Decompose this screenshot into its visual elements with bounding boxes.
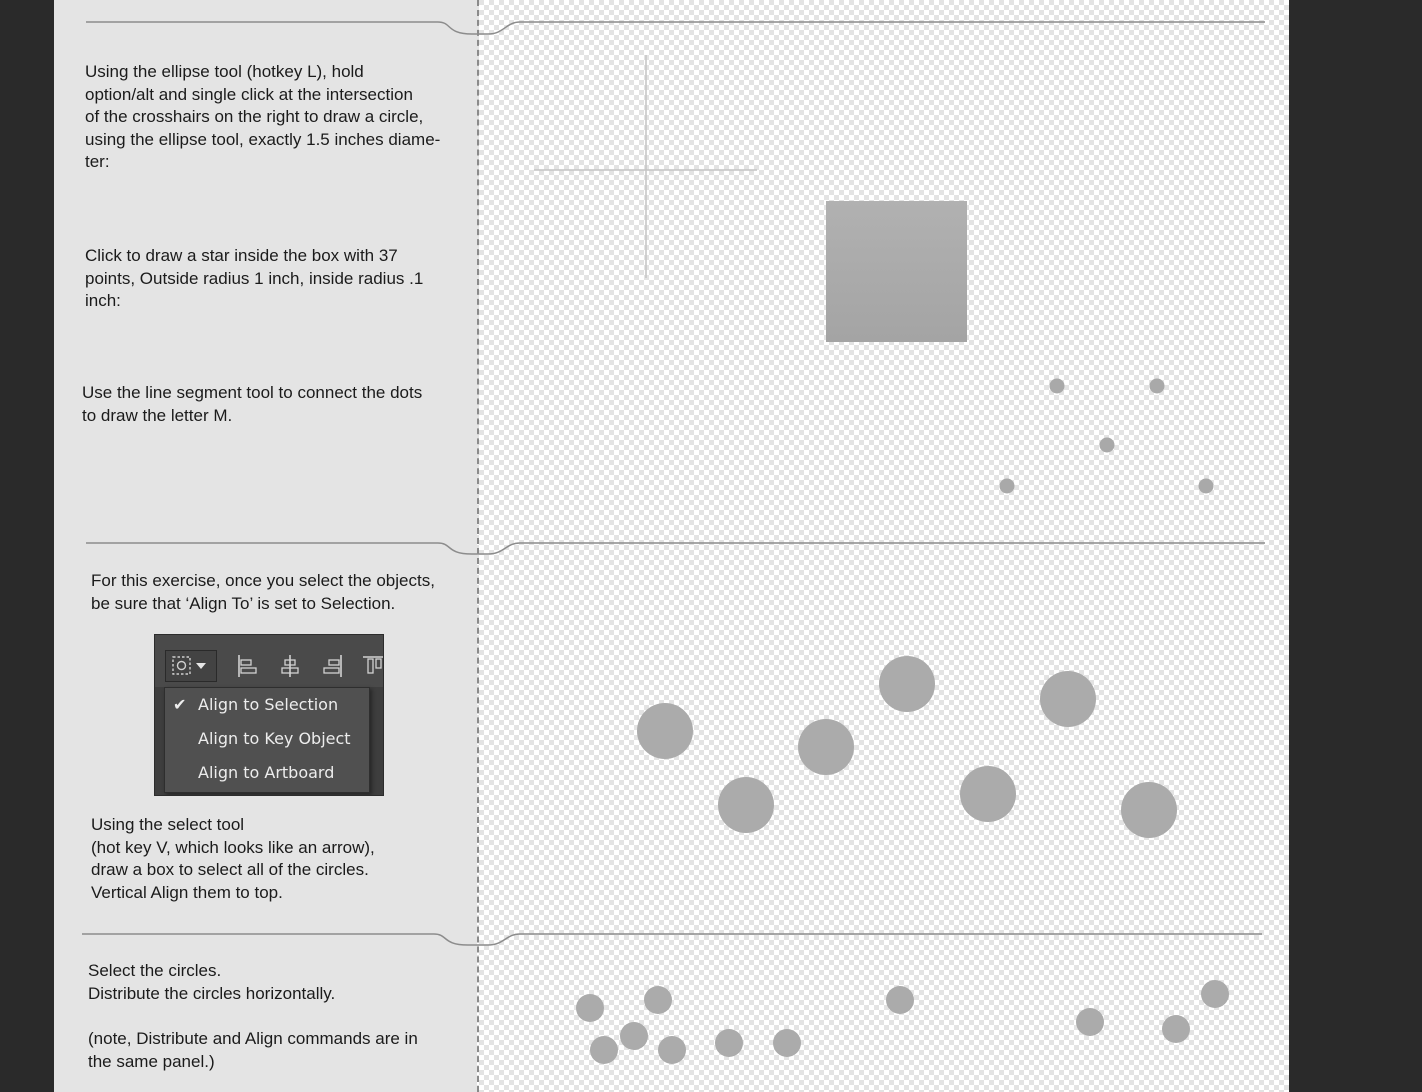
align-circle[interactable] bbox=[960, 766, 1016, 822]
align-circle[interactable] bbox=[718, 777, 774, 833]
distribute-circle[interactable] bbox=[590, 1036, 618, 1064]
horizontal-align-center-icon[interactable] bbox=[277, 653, 303, 679]
m-dot-middle[interactable] bbox=[1100, 438, 1115, 453]
menu-item-align-to-selection[interactable] bbox=[165, 688, 369, 722]
align-circle[interactable] bbox=[798, 719, 854, 775]
distribute-circle[interactable] bbox=[886, 986, 914, 1014]
distribute-instructions: Select the circles. Distribute the circles horizontally. bbox=[88, 961, 336, 1003]
star-instructions: Click to draw a star inside the box with 37 points, Outside radius 1 inch, inside radius .1 inch: bbox=[85, 246, 424, 311]
distribute-circle[interactable] bbox=[773, 1029, 801, 1057]
horizontal-align-right-icon[interactable] bbox=[319, 653, 345, 679]
distribute-note: (note, Distribute and Align commands are in the same panel.) bbox=[88, 1029, 418, 1071]
distribute-circle[interactable] bbox=[715, 1029, 743, 1057]
menu-item-label: Align to Key Object bbox=[198, 729, 351, 748]
vertical-align-instructions: Using the select tool (hot key V, which looks like an arrow), draw a box to select all of the circles. Vertical Align them to top. bbox=[91, 815, 375, 902]
checkmark-icon: ✔ bbox=[173, 695, 187, 714]
m-dot-bottom-right[interactable] bbox=[1199, 479, 1214, 494]
horizontal-align-left-icon[interactable] bbox=[235, 653, 261, 679]
align-circle[interactable] bbox=[1121, 782, 1177, 838]
distribute-circle[interactable] bbox=[1162, 1015, 1190, 1043]
star-target-box[interactable] bbox=[826, 201, 967, 342]
align-to-instructions: For this exercise, once you select the objects, be sure that ‘Align To’ is set to Selection. bbox=[91, 571, 435, 613]
distribute-circle[interactable] bbox=[620, 1022, 648, 1050]
align-to-menu bbox=[164, 687, 370, 793]
vertical-align-top-icon[interactable] bbox=[361, 653, 384, 679]
chevron-down-icon bbox=[196, 663, 206, 669]
align-circle[interactable] bbox=[637, 703, 693, 759]
align-circle[interactable] bbox=[1040, 671, 1096, 727]
section-divider-1 bbox=[86, 22, 1265, 34]
menu-item-align-to-key-object[interactable] bbox=[165, 722, 369, 756]
menu-item-align-to-artboard[interactable] bbox=[165, 756, 369, 790]
line-segment-instructions: Use the line segment tool to connect the dots to draw the letter M. bbox=[82, 383, 423, 425]
ellipse-instructions: Using the ellipse tool (hotkey L), hold option/alt and single click at the intersection of the crosshairs on the right to draw a circle, using the ellipse tool, exactly 1.5 inches diame- ter: bbox=[85, 62, 441, 172]
m-dot-bottom-left[interactable] bbox=[1000, 479, 1015, 494]
m-dot-top-right[interactable] bbox=[1150, 379, 1165, 394]
align-to-dropdown[interactable] bbox=[165, 650, 217, 682]
distribute-circle[interactable] bbox=[658, 1036, 686, 1064]
align-circle[interactable] bbox=[879, 656, 935, 712]
distribute-circle[interactable] bbox=[576, 994, 604, 1022]
section-divider-2 bbox=[86, 543, 1265, 554]
align-to-selection-icon bbox=[173, 657, 190, 674]
distribute-circle[interactable] bbox=[644, 986, 672, 1014]
menu-item-label: Align to Artboard bbox=[198, 763, 335, 782]
distribute-circle[interactable] bbox=[1076, 1008, 1104, 1036]
distribute-circle[interactable] bbox=[1201, 980, 1229, 1008]
menu-item-label: Align to Selection bbox=[198, 695, 339, 714]
m-dot-top-left[interactable] bbox=[1050, 379, 1065, 394]
section-divider-3 bbox=[82, 934, 1262, 945]
align-panel-screenshot bbox=[154, 634, 384, 796]
